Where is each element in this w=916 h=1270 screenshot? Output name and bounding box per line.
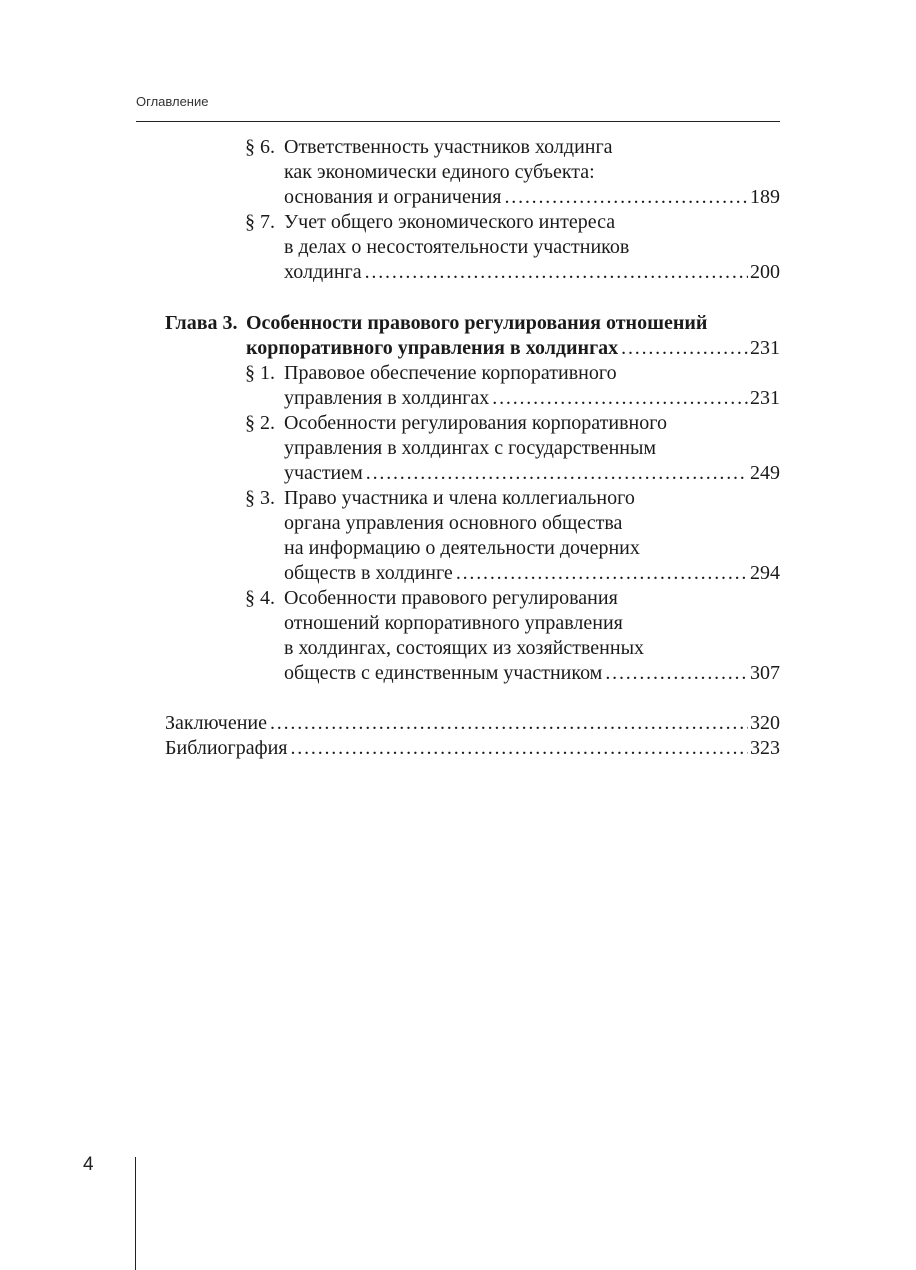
toc-entry-c4-line4[interactable] <box>284 661 780 686</box>
page-ref: 294 <box>750 562 780 584</box>
toc-entry-s7-line3[interactable] <box>284 260 780 285</box>
toc-entry-c1-line1 <box>245 361 617 386</box>
toc-entry-c2-line1 <box>245 411 667 436</box>
entry-title: Особенности правового регулирования <box>284 587 618 609</box>
entry-title: участием <box>284 462 363 484</box>
entry-title: основания и ограничения <box>284 186 502 208</box>
page-ref: 307 <box>750 662 780 684</box>
section-number: § 6. <box>245 136 275 158</box>
toc-entry-c2-line3[interactable] <box>284 461 780 486</box>
entry-title: Правовое обеспечение корпоративного <box>284 362 617 384</box>
toc-entry-s6-line3[interactable] <box>284 185 780 210</box>
entry-title: управления в холдингах <box>284 387 490 409</box>
header-divider <box>136 121 780 122</box>
entry-title: Ответственность участников холдинга <box>284 136 613 158</box>
toc-entry-c3-line3: на информацию о деятельности дочерних <box>284 537 640 559</box>
section-number: § 2. <box>245 412 275 434</box>
toc-entry-c4-line1 <box>245 586 618 611</box>
margin-rule <box>135 1157 136 1270</box>
entry-title: обществ в холдинге <box>284 562 453 584</box>
page-number: 4 <box>83 1154 94 1175</box>
entry-title: Учет общего экономического интереса <box>284 211 616 233</box>
toc-entry-c2-line2: управления в холдингах с государственным <box>284 437 657 459</box>
section-number: § 4. <box>245 587 275 609</box>
toc-entry-c3-line1 <box>245 486 635 511</box>
toc-chapter-3-line2[interactable] <box>246 336 780 361</box>
toc-chapter-3-line1 <box>165 311 707 336</box>
section-number: § 7. <box>245 211 275 233</box>
dot-leader <box>492 386 748 411</box>
toc-entry-c3-line4[interactable] <box>284 561 780 586</box>
dot-leader <box>366 461 748 486</box>
page-ref: 249 <box>750 462 780 484</box>
toc-entry-c3-line2: органа управления основного общества <box>284 512 623 534</box>
page-ref: 231 <box>750 387 780 409</box>
toc-entry-conclusion[interactable] <box>165 711 780 736</box>
toc-entry-c1-line2[interactable] <box>284 386 780 411</box>
entry-title: обществ с единственным участником <box>284 662 603 684</box>
dot-leader <box>365 260 748 285</box>
toc-entry-bibliography[interactable] <box>165 736 780 761</box>
toc-entry-s6-line1 <box>245 135 613 160</box>
entry-title: Право участника и члена коллегиального <box>284 487 635 509</box>
entry-title: холдинга <box>284 261 362 283</box>
running-header: Оглавление <box>136 94 209 109</box>
section-number: § 3. <box>245 487 275 509</box>
entry-title: Библиография <box>165 737 288 759</box>
dot-leader <box>504 185 748 210</box>
toc-entry-c4-line2: отношений корпоративного управления <box>284 612 623 634</box>
dot-leader <box>456 561 748 586</box>
dot-leader <box>291 736 749 761</box>
entry-title: Заключение <box>165 712 267 734</box>
chapter-title: Особенности правового регулирования отношений <box>246 312 708 334</box>
entry-title: Особенности регулирования корпоративного <box>284 412 667 434</box>
dot-leader <box>270 711 748 736</box>
chapter-title: корпоративного управления в холдингах <box>246 337 619 359</box>
toc-entry-s6-line2: как экономически единого субъекта: <box>284 161 595 183</box>
dot-leader <box>605 661 748 686</box>
page-ref: 200 <box>750 261 780 283</box>
dot-leader <box>621 336 748 361</box>
toc-entry-s7-line2: в делах о несостоятельности участников <box>284 236 630 258</box>
page-ref: 323 <box>750 737 780 759</box>
toc-entry-s7-line1 <box>245 210 615 235</box>
page-ref: 320 <box>750 712 780 734</box>
page-ref: 231 <box>750 337 780 359</box>
page-ref: 189 <box>750 186 780 208</box>
chapter-number: Глава 3. <box>165 312 238 334</box>
section-number: § 1. <box>245 362 275 384</box>
toc-entry-c4-line3: в холдингах, состоящих из хозяйственных <box>284 637 645 659</box>
